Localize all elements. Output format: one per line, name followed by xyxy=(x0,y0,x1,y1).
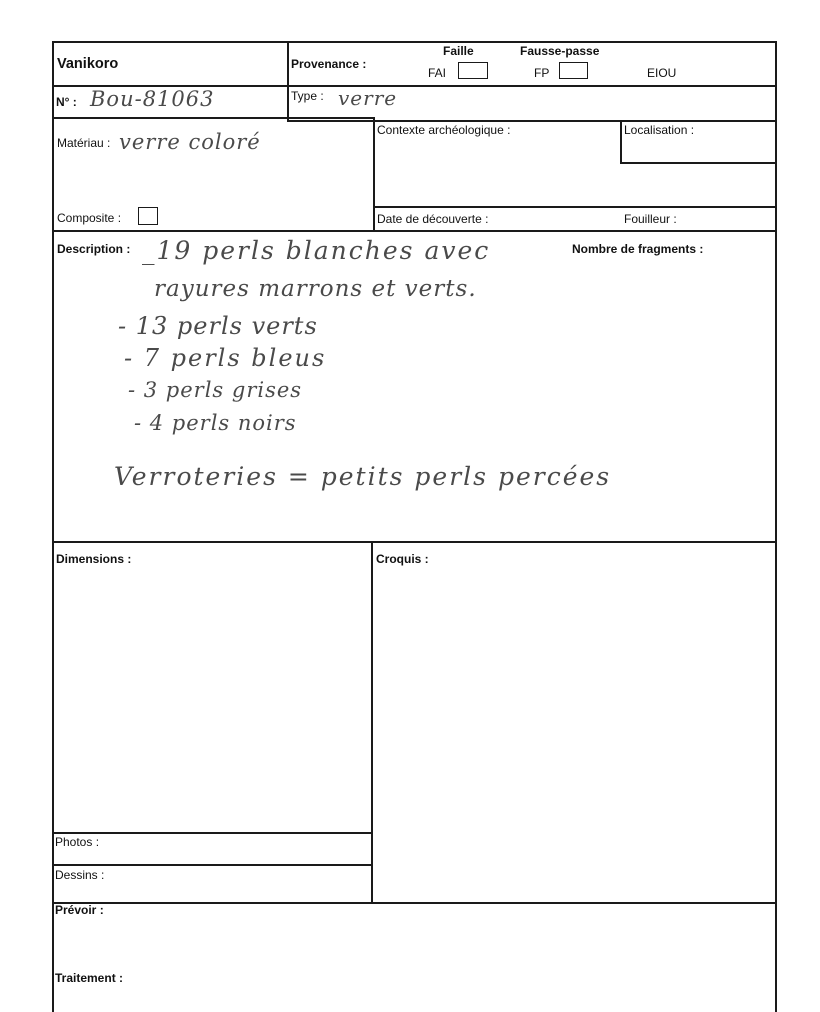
fausse-passe-label: Fausse-passe xyxy=(520,44,600,58)
composite-checkbox[interactable] xyxy=(138,207,158,225)
rule-number-bottom xyxy=(52,117,373,119)
fragments-label: Nombre de fragments : xyxy=(572,242,704,256)
rule-description-top xyxy=(52,230,777,232)
context-label: Contexte archéologique : xyxy=(377,123,511,137)
rule-description-bottom xyxy=(52,541,777,543)
description-line-6: - 4 perls noirs xyxy=(134,411,297,435)
form-top-border xyxy=(52,41,777,43)
rule-localisation-left xyxy=(620,120,622,163)
rule-header-divider xyxy=(287,41,289,120)
rule-croquis-left xyxy=(371,541,373,903)
material-value: verre coloré xyxy=(119,130,261,154)
rule-date-top xyxy=(373,206,777,208)
form-left-border xyxy=(52,41,54,1012)
provenance-label: Provenance : xyxy=(291,57,367,71)
material-label: Matériau : xyxy=(57,136,111,150)
rule-prevoir-top xyxy=(52,902,777,904)
dessins-label: Dessins : xyxy=(55,868,105,882)
prevoir-label: Prévoir : xyxy=(55,903,104,917)
number-label: N° : xyxy=(56,95,77,109)
photos-label: Photos : xyxy=(55,835,100,849)
site-name: Vanikoro xyxy=(57,56,119,72)
date-label: Date de découverte : xyxy=(377,212,489,226)
eiou-label: EIOU xyxy=(647,66,677,80)
rule-dessins-top xyxy=(52,864,373,866)
rule-material-divider xyxy=(373,117,375,230)
fouilleur-label: Fouilleur : xyxy=(624,212,677,226)
description-line-4: - 7 perls bleus xyxy=(124,344,327,372)
description-line-7: Verroteries = petits perls percées xyxy=(114,462,612,491)
rule-photos-top xyxy=(52,832,373,834)
fp-label: FP xyxy=(534,66,550,80)
dimensions-label: Dimensions : xyxy=(56,552,132,566)
composite-label: Composite : xyxy=(57,211,122,225)
localisation-label: Localisation : xyxy=(624,123,695,137)
form-right-border xyxy=(775,41,777,1012)
fai-label: FAI xyxy=(428,66,447,80)
number-value: Bou-81063 xyxy=(90,87,215,111)
description-line-2: rayures marrons et verts. xyxy=(154,276,477,302)
faille-label: Faille xyxy=(443,44,474,58)
traitement-label: Traitement : xyxy=(55,971,124,985)
description-line-1: _19 perls blanches avec xyxy=(142,236,491,265)
description-line-3: - 13 perls verts xyxy=(118,312,318,340)
fai-checkbox[interactable] xyxy=(458,62,488,79)
croquis-label: Croquis : xyxy=(376,552,429,566)
description-line-5: - 3 perls grises xyxy=(128,378,303,402)
fp-checkbox[interactable] xyxy=(559,62,588,79)
rule-type-bottom xyxy=(287,120,777,122)
description-label: Description : xyxy=(57,242,131,256)
rule-localisation-bottom xyxy=(620,162,777,164)
type-value: verre xyxy=(338,86,398,110)
type-label: Type : xyxy=(291,89,324,103)
